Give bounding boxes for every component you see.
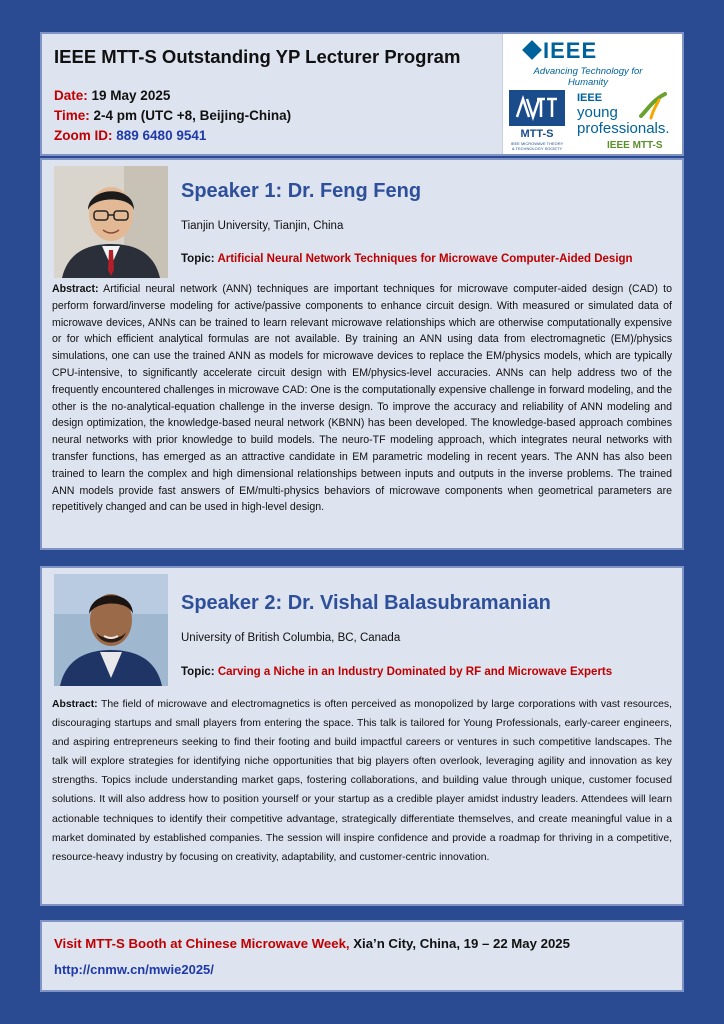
date-row — [54, 88, 170, 103]
time-label: Time: — [54, 108, 90, 123]
booth-announcement — [54, 936, 570, 951]
date-value: 19 May 2025 — [91, 88, 171, 103]
speaker1-topic-label: Topic: — [181, 253, 215, 265]
speaker1-abstract-label: Abstract: — [52, 283, 99, 295]
ieee-logo: IEEE — [543, 38, 598, 63]
mtts-label: MTT-S — [520, 128, 554, 140]
date-label: Date: — [54, 88, 88, 103]
speaker1-panel — [40, 158, 684, 550]
speaker2-topic — [181, 666, 612, 678]
page-title: IEEE MTT-S Outstanding YP Lecturer Program — [54, 46, 461, 67]
yp-ieee: IEEE — [577, 92, 603, 104]
speaker2-abstract-text: The field of microwave and electromagnetics is often perceived as monopolized by large corporations with vast resources, discouraging startups and small players from entering the space. This talk is tailored for Young Professionals, early-career engineers, and aspiring entrepreneurs seeking to find their footing and build impactful careers or ventures in such competitive landscapes. The talk will explore strategies for identifying niche opportunities that big players often overlook, leveraging agility and innovation as key strengths. Topics include understanding market gaps, fostering collaborations, and building value through unique, customer focused solutions. It will also address how to position yourself or your startup as a credible player amidst industry leaders. Attendees will learn actionable techniques to identify their competitive advantage, strategically differentiate themselves, and create meaningful value in a market dominated by established companies. The session will inspire confidence and provide a roadmap for thriving in a competitive, resource-heavy industry by focusing on creativity, adaptability, and customer-centric innovation. — [52, 699, 672, 863]
speaker1-name: Speaker 1: Dr. Feng Feng — [181, 180, 422, 202]
booth-highlight: Visit MTT-S Booth at Chinese Microwave Week, — [54, 936, 350, 951]
speaker1-abstract-text: Artificial neural network (ANN) techniques are important techniques for microwave computer-aided design (CAD) to perform forward/inverse modeling for active/passive components to enhance circuit design. With measured or simulated data of microwave devices, ANNs can be trained to learn relevant microwave relationships which are otherwise computationally expensive or for which efficient analytical formulas are not available. By training an ANN using data from electromagnetic (EM)/physics simulations, one can use the trained ANN as models for microwave devices to replace the EM/physics models, which are typically CPU-intensive, to significantly accelerate circuit design with EM/physics-level accuracies. ANNs can help address two of the frequently encountered challenges in microwave CAD: One is the computationally expensive challenge in forward modeling, and the other is the no-analytical-equation challenge in the inverse design. To improve the accuracy and reliability of ANN modeling and design optimization, the knowledge-based neural network (KBNN) has been developed. The knowledge-based approach combines neural networks with prior knowledge to build models. The neuro-TF modeling approach, which integrates neural networks with transfer functions, has emerged as an attractive candidate in EM parametric modeling in recent years. The ANN has also been trained to learn the complex and high dimensional relationships between inputs and outputs in the inverse problems. The trained ANN models provide fast answers of EM/multi-physics behaviors of microwave components when geometrical parameters are repetitively changed and can be used in high-level design. — [52, 283, 673, 514]
zoom-row — [54, 128, 206, 143]
booth-location: Xia’n City, China, 19 – 22 May 2025 — [353, 936, 570, 951]
speaker2-photo — [54, 574, 168, 686]
yp-swoosh-icon — [637, 90, 669, 122]
speaker1-topic-title: Artificial Neural Network Techniques for Microwave Computer-Aided Design — [217, 253, 633, 265]
logo-area — [502, 34, 682, 154]
time-value: 2-4 pm (UTC +8, Beijing-China) — [93, 108, 292, 123]
speaker2-portrait-icon — [54, 574, 168, 686]
yp-mtts: IEEE MTT-S — [607, 140, 663, 151]
time-row — [54, 108, 291, 123]
header-panel — [40, 32, 684, 156]
footer-panel — [40, 920, 684, 992]
ieee-tagline: Advancing Technology for Humanity — [533, 66, 643, 88]
mtts-sub: IEEE MICROWAVE THEORY & TECHNOLOGY SOCIETY — [510, 141, 564, 151]
ieee-diamond-icon — [522, 40, 542, 60]
speaker2-topic-title: Carving a Niche in an Industry Dominated by RF and Microwave Experts — [217, 666, 613, 678]
yp-professionals: professionals. — [577, 120, 670, 137]
speaker1-photo — [54, 166, 168, 278]
mtts-logo-icon — [509, 90, 565, 126]
speaker2-name: Speaker 2: Dr. Vishal Balasubramanian — [181, 592, 551, 614]
speaker2-abstract-label: Abstract: — [52, 699, 98, 710]
speaker2-abstract — [52, 695, 672, 867]
zoom-id[interactable]: 889 6480 9541 — [116, 128, 207, 143]
speaker2-panel — [40, 566, 684, 906]
speaker2-affiliation: University of British Columbia, BC, Canada — [181, 632, 401, 644]
speaker2-topic-label: Topic: — [181, 666, 215, 678]
zoom-label: Zoom ID: — [54, 128, 113, 143]
speaker1-abstract — [52, 281, 672, 516]
event-link[interactable]: http://cnmw.cn/mwie2025/ — [54, 962, 214, 977]
speaker1-topic — [181, 253, 633, 265]
yp-young: young — [577, 104, 618, 121]
speaker1-affiliation: Tianjin University, Tianjin, China — [181, 220, 344, 232]
speaker1-portrait-icon — [54, 166, 168, 278]
mtts-emblem-icon — [515, 95, 559, 121]
